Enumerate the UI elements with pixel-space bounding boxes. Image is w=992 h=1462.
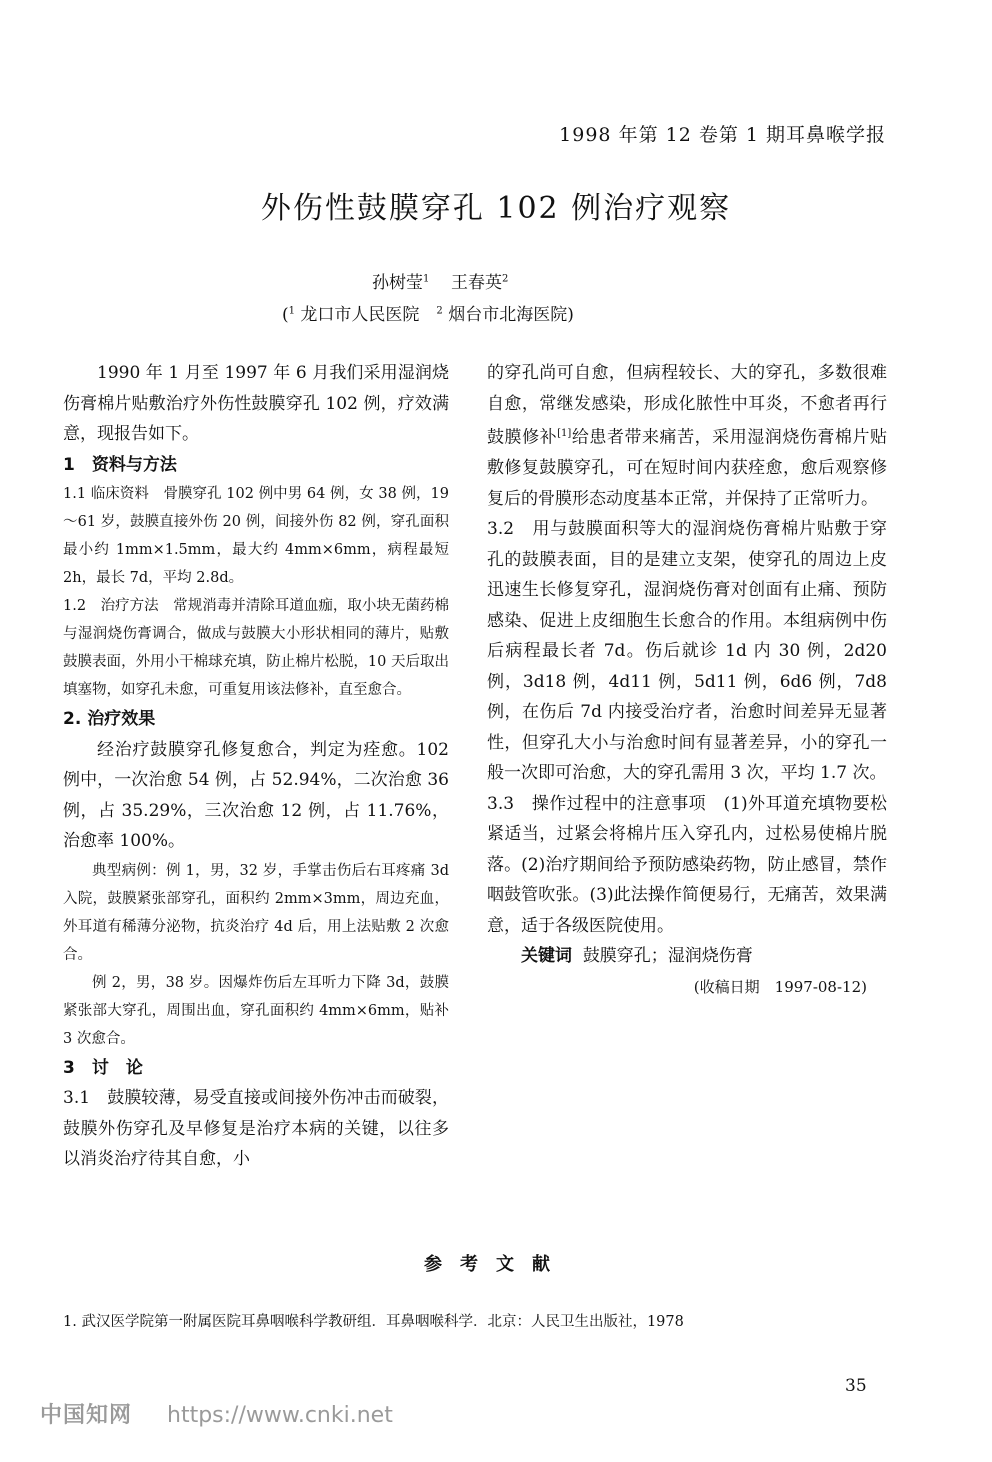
author-name: 孙树莹 <box>372 273 423 293</box>
keywords-label: 关键词 <box>521 946 572 967</box>
affil-mark: 1 <box>288 305 296 317</box>
citation-mark: [1] <box>557 428 572 439</box>
affiliation-1: 龙口市人民医院 <box>295 305 437 325</box>
page-number: 35 <box>845 1376 867 1396</box>
keywords-value: 鼓膜穿孔；湿润烧伤膏 <box>582 946 753 967</box>
author-affil-mark: 2 <box>502 273 509 285</box>
paragraph-discussion-3-1: 3.1 鼓膜较薄，易受直接或间接外伤冲击而破裂，鼓膜外伤穿孔及早修复是治疗本病的关键，以往多以消炎治疗待其自愈，小 <box>63 1088 449 1169</box>
reference-item: 1. 武汉医学院第一附属医院耳鼻咽喉科学教研组．耳鼻咽喉科学．北京：人民卫生出版社，1978 <box>63 1314 684 1330</box>
right-column <box>487 358 887 1002</box>
author-affil-mark: 1 <box>423 273 430 285</box>
section-heading: 3 讨 论 <box>63 1057 143 1078</box>
article-title: 外伤性鼓膜穿孔 102 例治疗观察 <box>260 191 732 226</box>
intro-paragraph: 1990 年 1 月至 1997 年 6 月我们采用湿润烧伤膏棉片贴敷治疗外伤性鼓膜穿孔 102 例，疗效满意，现报告如下。 <box>63 363 449 444</box>
paragraph-clinical-data: 1.1 临床资料 骨膜穿孔 102 例中男 64 例，女 38 例，19～61 岁，鼓膜直接外伤 20 例，间接外伤 82 例，穿孔面积最小约 1mm×1.5mm，最大约 4mm×6mm，病程最短 2h，最长 7d，平均 2.8d。 <box>63 486 449 586</box>
affil-mark: 2 <box>436 305 443 317</box>
left-column <box>63 358 449 1175</box>
author-list <box>372 268 508 293</box>
affil-open-paren: ( <box>282 305 289 325</box>
references-title: 参考文献 <box>424 1254 568 1275</box>
paragraph-discussion-3-3: 3.3 操作过程中的注意事项 (1)外耳道充填物要松紧适当，过紧会将棉片压入穿孔内，过松易使棉片脱落。(2)治疗期间给予预防感染药物，防止感冒，禁作咽鼓管吹张。(3)此法操作简便易行，无痛苦，效果满意，适于各级医院使用。 <box>487 793 887 936</box>
paragraph-discussion-3-2: 3.2 用与鼓膜面积等大的湿润烧伤膏棉片贴敷于穿孔的鼓膜表面，目的是建立支架，使穿孔的周边上皮迅速生长修复穿孔，湿润烧伤膏对创面有止痛、预防感染、促进上皮细胞生长愈合的作用。本组病例中伤后病程最长者 7d。伤后就诊 1d 内 30 例，2d20 例，3d18 例，4d11 例，5d11 例，6d6 例，7d8 例，在伤后 7d 内接受治疗者，治愈时间差异无显著性，但穿孔大小与治愈时间有显著差异，小的穿孔一般一次即可治愈，大的穿孔需用 3 次，平均 1.7 次。 <box>487 519 887 784</box>
section-heading: 2. 治疗效果 <box>63 709 156 729</box>
watermark <box>40 1398 393 1429</box>
paragraph-discussion-cont <box>487 358 887 514</box>
paragraph-treatment-method: 1.2 治疗方法 常规消毒并清除耳道血痂，取小块无菌药棉与湿润烧伤膏调合，做成与鼓膜大小形状相同的薄片，贴敷鼓膜表面，外用小干棉球充填，防止棉片松脱，10 天后取出填塞物，如穿孔未愈，可重复用该法修补，直至愈合。 <box>63 598 449 698</box>
affiliation-2: 烟台市北海医院) <box>442 305 574 325</box>
author-name: 王春英 <box>451 273 502 293</box>
paragraph-results: 经治疗鼓膜穿孔修复愈合，判定为痊愈。102 例中，一次治愈 54 例，占 52.94%，二次治愈 36 例，占 35.29%，三次治愈 12 例，占 11.76%，治愈率 100%。 <box>63 739 449 851</box>
keywords-line <box>487 941 887 972</box>
watermark-brand: 中国知网 <box>40 1403 133 1428</box>
affiliations <box>282 300 574 325</box>
received-date: (收稿日期 1997-08-12) <box>693 977 867 996</box>
paragraph-case-1: 典型病例：例 1，男，32 岁，手掌击伤后右耳疼痛 3d 入院，鼓膜紧张部穿孔，面积约 2mm×3mm，周边充血，外耳道有稀薄分泌物，抗炎治疗 4d 后，用上法贴敷 2 次愈合。 <box>63 862 449 963</box>
section-heading: 1 资料与方法 <box>63 454 177 475</box>
paragraph-case-2: 例 2，男，38 岁。因爆炸伤后左耳听力下降 3d，鼓膜紧张部大穿孔，周围出血，穿孔面积约 4mm×6mm，贴补 3 次愈合。 <box>63 974 449 1047</box>
journal-header: 1998 年第 12 卷第 1 期耳鼻喉学报 <box>559 124 886 146</box>
text-segment: 给患者带来痛苦，采用湿润烧伤膏棉片贴敷修复鼓膜穿孔，可在短时间内获痊愈，愈后观察修复后的骨膜形态动度基本正常，并保持了正常听力。 <box>487 427 888 509</box>
text-segment: 的穿孔尚可自愈，但病程较长、大的穿孔，多数很难自愈，常继发感染，形成化脓性中耳炎，不愈者再行鼓膜修补 <box>487 363 887 448</box>
watermark-url: https://www.cnki.net <box>167 1403 393 1428</box>
